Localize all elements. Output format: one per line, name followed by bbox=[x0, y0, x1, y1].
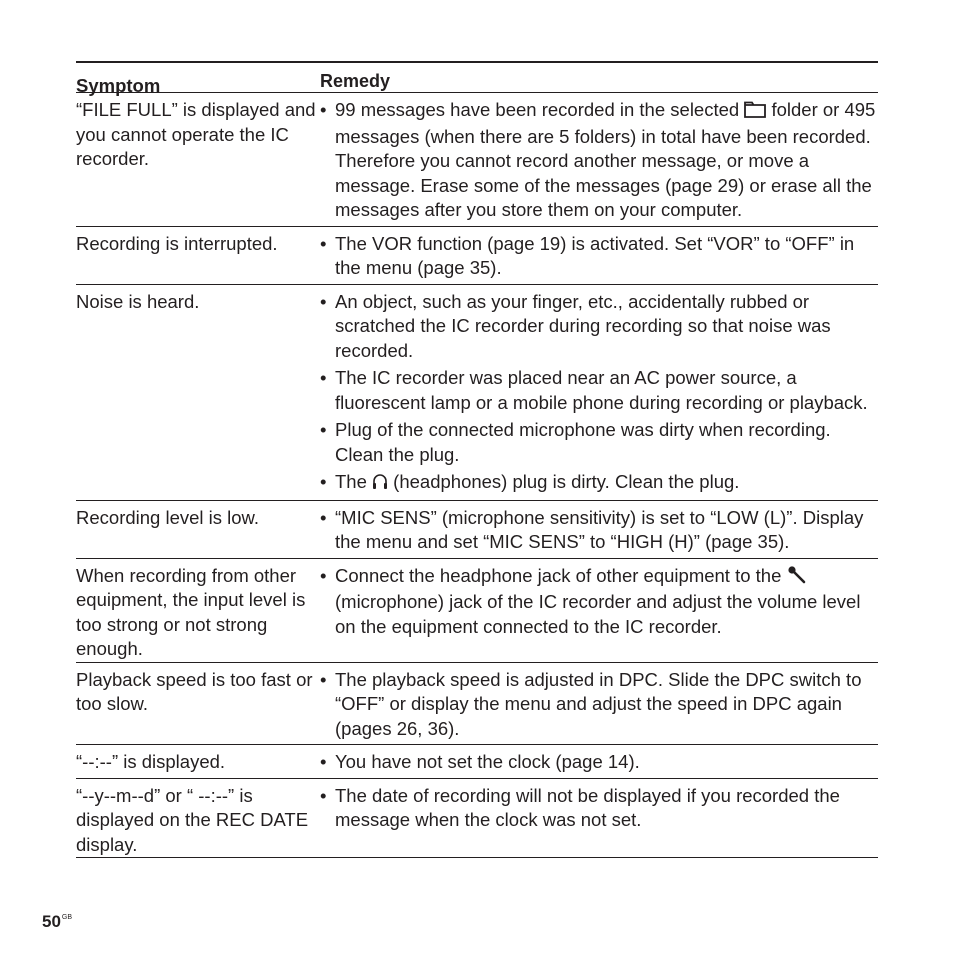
folder-icon bbox=[744, 100, 766, 125]
remedy-text-before: The IC recorder was placed near an AC power source, a fluorescent lamp or a mobile phone during recording or playback. bbox=[335, 367, 868, 413]
bullet-icon: • bbox=[320, 784, 327, 806]
remedy-cell bbox=[320, 501, 878, 558]
bullet-icon: • bbox=[320, 564, 327, 586]
symptom-cell: “--:--” is displayed. bbox=[76, 751, 226, 772]
bullet-icon: • bbox=[320, 668, 327, 690]
remedy-text-after: folder or 495 messages (when there are 5 folders) in total have been recorded. Therefore you cannot record another message, or move a message. Erase some of the messages (page 29) or erase all the messages after you store them on your computer. bbox=[335, 99, 876, 220]
table-row bbox=[76, 559, 878, 663]
remedy-text-after: (microphone) jack of the IC recorder and adjust the volume level on the equipment connected to the IC recorder. bbox=[335, 591, 861, 637]
symptom-cell: When recording from other equipment, the input level is too strong or not strong enough. bbox=[76, 564, 306, 659]
remedy-text-before: An object, such as your finger, etc., accidentally rubbed or scratched the IC recorder during recording so that noise was recorded. bbox=[335, 290, 831, 361]
remedy-item bbox=[320, 506, 878, 555]
symptom-cell: “FILE FULL” is displayed and you cannot operate the IC recorder. bbox=[76, 99, 316, 169]
remedy-text bbox=[335, 668, 878, 742]
symptom-cell: “--y--m--d” or “ --:--” is displayed on the REC DATE display. bbox=[76, 784, 309, 855]
remedy-text bbox=[335, 784, 878, 833]
table-row bbox=[76, 779, 878, 859]
remedy-cell bbox=[320, 93, 878, 226]
remedy-heading: Remedy bbox=[320, 71, 391, 91]
remedy-cell bbox=[320, 559, 878, 662]
table-row bbox=[76, 663, 878, 746]
remedy-item bbox=[320, 470, 878, 497]
bullet-icon: • bbox=[320, 232, 327, 254]
remedy-text-before: Plug of the connected microphone was dirty when recording. Clean the plug. bbox=[335, 419, 831, 465]
remedy-item bbox=[320, 418, 878, 467]
remedy-text-before: You have not set the clock (page 14). bbox=[335, 751, 640, 772]
remedy-text bbox=[335, 366, 878, 415]
microphone-icon bbox=[787, 566, 807, 591]
remedy-item bbox=[320, 232, 878, 281]
bullet-icon: • bbox=[320, 471, 327, 492]
remedy-text-before: Connect the headphone jack of other equipment to the bbox=[335, 564, 782, 586]
symptom-heading: Symptom bbox=[76, 75, 161, 96]
remedy-item bbox=[320, 750, 878, 775]
page-number: $50^{GB}$ bbox=[42, 912, 73, 931]
table-row bbox=[76, 501, 878, 559]
remedy-cell bbox=[320, 663, 878, 745]
remedy-text-before: The playback speed is adjusted in DPC. Slide the DPC switch to “OFF” or display the menu and adjust the speed in DPC again (pages 26, 36). bbox=[335, 668, 862, 739]
remedy-text-before: 99 messages have been recorded in the selected bbox=[335, 99, 740, 120]
table-body bbox=[76, 93, 878, 858]
symptom-cell: Recording level is low. bbox=[76, 506, 260, 528]
remedy-cell bbox=[320, 745, 878, 778]
remedy-text bbox=[335, 506, 878, 555]
remedy-text-before: The bbox=[335, 471, 367, 492]
remedy-item bbox=[320, 784, 878, 833]
remedy-cell bbox=[320, 227, 878, 284]
remedy-item bbox=[320, 668, 878, 742]
bullet-icon: • bbox=[320, 506, 327, 528]
bullet-icon: • bbox=[320, 419, 327, 440]
table-row bbox=[76, 93, 878, 227]
remedy-text bbox=[335, 470, 878, 497]
symptom-cell: Noise is heard. bbox=[76, 290, 200, 312]
remedy-text bbox=[335, 564, 878, 640]
remedy-item bbox=[320, 290, 878, 364]
remedy-text bbox=[335, 98, 878, 223]
troubleshooting-table bbox=[76, 61, 878, 858]
remedy-text bbox=[335, 750, 878, 775]
remedy-text-before: “MIC SENS” (microphone sensitivity) is set to “LOW (L)”. Display the menu and set “MIC SENS” to “HIGH (H)” (page 35). bbox=[335, 506, 864, 552]
table-header bbox=[76, 63, 878, 96]
remedy-item bbox=[320, 564, 878, 640]
remedy-text bbox=[335, 290, 878, 364]
table-row bbox=[76, 745, 878, 779]
remedy-cell bbox=[320, 285, 878, 500]
remedy-text-before: The date of recording will not be displayed if you recorded the message when the clock was not set. bbox=[335, 784, 840, 830]
remedy-cell bbox=[320, 779, 878, 858]
remedy-item bbox=[320, 98, 878, 223]
page-suffix: GB bbox=[61, 914, 73, 921]
bullet-icon: • bbox=[320, 367, 327, 388]
bullet-icon: • bbox=[320, 290, 327, 312]
table-row bbox=[76, 285, 878, 501]
remedy-item bbox=[320, 366, 878, 415]
remedy-text-after: (headphones) plug is dirty. Clean the plug. bbox=[393, 471, 740, 492]
table-row bbox=[76, 227, 878, 285]
remedy-text-before: The VOR function (page 19) is activated. Set “VOR” to “OFF” in the menu (page 35). bbox=[335, 232, 855, 278]
bullet-icon: • bbox=[320, 751, 327, 772]
symptom-cell: Recording is interrupted. bbox=[76, 232, 278, 254]
headphones-icon bbox=[372, 472, 388, 497]
remedy-text bbox=[335, 418, 878, 467]
bullet-icon: • bbox=[320, 99, 327, 120]
remedy-text bbox=[335, 232, 878, 281]
symptom-cell: Playback speed is too fast or too slow. bbox=[76, 668, 313, 714]
